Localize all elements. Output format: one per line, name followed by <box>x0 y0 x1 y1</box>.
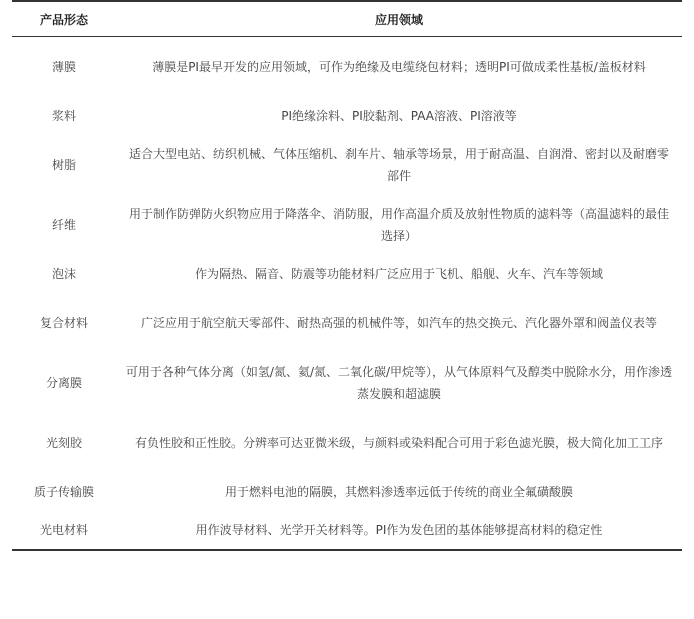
row-application: 可用于各种气体分离（如氢/氮、氦/氮、二氧化碳/甲烷等），从气体原料气及醇类中脱除水分，用作渗透蒸发膜和超滤膜 <box>125 365 673 401</box>
row-application: 作为隔热、隔音、防震等功能材料广泛应用于飞机、船舰、火车、汽车等领域 <box>194 267 603 281</box>
table-row <box>12 293 682 353</box>
table-body <box>12 37 682 551</box>
row-product-form: 复合材料 <box>39 316 88 330</box>
header-product-form: 产品形态 <box>12 1 116 37</box>
table-row <box>12 511 682 550</box>
row-application: 广泛应用于航空航天零部件、耐热高强的机械件等，如汽车的热交换元、汽化器外罩和阀盖仪表等 <box>140 316 657 330</box>
table-row <box>12 195 682 255</box>
row-product-form: 光刻胶 <box>45 436 82 450</box>
application-table <box>12 0 682 551</box>
row-product-form: 薄膜 <box>51 60 76 74</box>
table-row <box>12 135 682 195</box>
row-product-form: 浆料 <box>51 109 76 123</box>
row-application: PI绝缘涂料、PI胶黏剂、PAA溶液、PI溶液等 <box>281 109 517 123</box>
row-product-form: 纤维 <box>51 218 76 232</box>
table-row <box>12 37 682 98</box>
table-row <box>12 97 682 135</box>
table-row <box>12 413 682 473</box>
row-product-form: 分离膜 <box>45 376 82 390</box>
row-application: 用于燃料电池的隔膜，其燃料渗透率远低于传统的商业全氟磺酸膜 <box>224 485 573 499</box>
table-row <box>12 255 682 293</box>
row-product-form: 树脂 <box>51 158 76 172</box>
table-row <box>12 353 682 413</box>
row-application: 薄膜是PI最早开发的应用领域，可作为绝缘及电缆绕包材料；透明PI可做成柔性基板/盖板材料 <box>152 60 646 74</box>
header-row <box>12 1 682 37</box>
row-application: 适合大型电站、纺织机械、气体压缩机、刹车片、轴承等场景，用于耐高温、自润滑、密封以及耐磨零部件 <box>128 147 669 183</box>
header-application-field: 应用领域 <box>116 1 682 37</box>
table-header <box>12 1 682 37</box>
table-row <box>12 473 682 511</box>
row-product-form: 质子传输膜 <box>33 485 94 499</box>
row-product-form: 光电材料 <box>12 511 116 550</box>
row-product-form: 泡沫 <box>51 267 76 281</box>
row-application: 有负性胶和正性胶。分辨率可达亚微米级，与颜料或染料配合可用于彩色滤光膜，极大简化加工工序 <box>134 436 663 450</box>
row-application: 用作波导材料、光学开关材料等。PI作为发色团的基体能够提高材料的稳定性 <box>116 511 682 550</box>
row-application: 用于制作防弹防火织物应用于降落伞、消防服，用作高温介质及放射性物质的滤料等（高温滤料的最佳选择） <box>128 207 669 243</box>
